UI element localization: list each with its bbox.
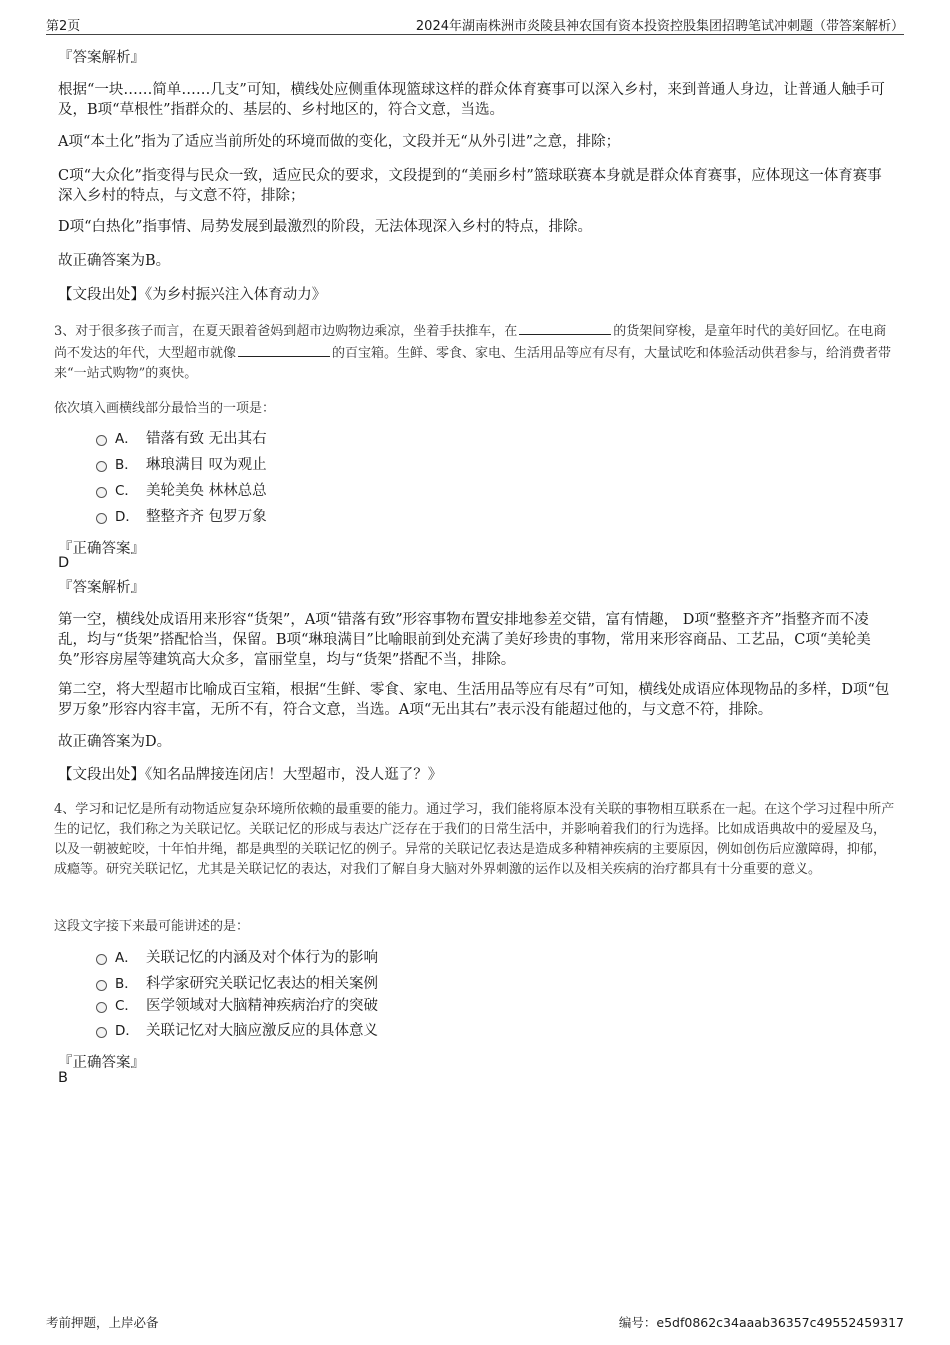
q3-conclusion: 故正确答案为D。 <box>58 734 172 750</box>
radio-button[interactable] <box>96 513 107 524</box>
radio-button[interactable] <box>96 1027 107 1038</box>
q4-option-a[interactable]: A． 关联记忆的内涵及对个体行为的影响 <box>96 948 378 968</box>
q4-option-c[interactable]: C． 医学领域对大脑精神疾病治疗的突破 <box>96 996 378 1016</box>
q2-analysis-p1: 根据“一块……简单……几支”可知，横线处应侧重体现篮球这样的群众体育赛事可以深入乡村，来到普通人身边，让普通人触手可及，B项“草根性”指群众的、基层的、乡村地区的，符合文意，当选。 <box>58 82 885 118</box>
document-id: 编号：e5df0862c34aaab36357c49552459317 <box>618 1315 904 1330</box>
radio-button[interactable] <box>96 954 107 965</box>
radio-button[interactable] <box>96 1002 107 1013</box>
q2-conclusion: 故正确答案为B。 <box>58 253 171 269</box>
q3-option-a[interactable]: A． 错落有致 无出其右 <box>96 429 267 449</box>
q2-analysis-p2: A项“本土化”指为了适应当前所处的环境而做的变化，文段并无“从外引进”之意，排除； <box>58 134 621 150</box>
q3-analysis-p1: 第一空，横线处成语用来形容“货架”，A项“错落有致”形容事物布置安排地参差交错，富有情趣， D项“整整齐齐”指整齐而不凌乱，均与“货架”搭配恰当，保留。B项“琳琅满目”比喻眼前到处充满了美好珍贵的事物，常用来形容商品、工艺品，C项“美轮美奂”形容房屋等建筑高大众多，富丽堂皇，均与“货架”搭配不当，排除。 <box>58 612 871 668</box>
q3-correct-label: 『正确答案』 <box>58 541 145 557</box>
radio-button[interactable] <box>96 487 107 498</box>
q4-prompt: 这段文字接下来最可能讲述的是： <box>54 919 250 934</box>
q4-option-d[interactable]: D． 关联记忆对大脑应激反应的具体意义 <box>96 1021 378 1041</box>
page-header <box>46 14 904 35</box>
q4-correct-label: 『正确答案』 <box>58 1055 145 1071</box>
fill-blank-2 <box>238 342 330 357</box>
q2-analysis-p3: C项“大众化”指变得与民众一致，适应民众的要求，文段提到的“美丽乡村”篮球联赛本身就是群众体育赛事，应体现这一体育赛事深入乡村的特点，与文意不符，排除； <box>58 168 882 204</box>
q3-prompt: 依次填入画横线部分最恰当的一项是： <box>54 401 276 416</box>
q2-analysis-p4: D项“白热化”指事情、局势发展到最激烈的阶段，无法体现深入乡村的特点，排除。 <box>58 219 592 235</box>
radio-button[interactable] <box>96 980 107 991</box>
page-number: 第2页 <box>46 19 81 34</box>
q3-option-c[interactable]: C． 美轮美奂 林林总总 <box>96 481 267 501</box>
q3-option-d[interactable]: D． 整整齐齐 包罗万象 <box>96 507 267 527</box>
q2-source: 【文段出处】《为乡村振兴注入体育动力》 <box>58 287 327 303</box>
fill-blank-1 <box>519 320 611 335</box>
q2-analysis-label: 『答案解析』 <box>58 50 145 66</box>
q3-analysis-p2: 第二空，将大型超市比喻成百宝箱，根据“生鲜、零食、家电、生活用品等应有尽有”可知，横线处成语应体现物品的多样，D项“包罗万象”形容内容丰富，无所不有，符合文意，当选。A项“无出其右”表示没有能超过他的，与文意不符，排除。 <box>58 682 890 718</box>
radio-button[interactable] <box>96 435 107 446</box>
q4-correct-answer: B <box>58 1070 68 1086</box>
q3-option-b[interactable]: B． 琳琅满目 叹为观止 <box>96 455 267 475</box>
document-title: 2024年湖南株洲市炎陵县神农国有资本投资控股集团招聘笔试冲刺题（带答案解析） <box>415 19 904 34</box>
q3-source: 【文段出处】《知名品牌接连闭店！大型超市，没人逛了？》 <box>58 767 443 783</box>
q3-correct-answer: D <box>58 555 70 571</box>
radio-button[interactable] <box>96 461 107 472</box>
q3-analysis-label: 『答案解析』 <box>58 580 145 596</box>
footer-slogan: 考前押题，上岸必备 <box>46 1315 159 1330</box>
q3-stem: 3、对于很多孩子而言，在夏天跟着爸妈到超市边购物边乘凉，坐着手扶推车，在 的货架间穿梭，是童年时代的美好回忆。在电商尚不发达的年代，大型超市就像 的百宝箱。生鲜、零食、家电、生活用品等应有尽有，大量试吃和体验活动供君参与，给消费者带来“一站式购物”的爽快。 <box>54 320 896 384</box>
q4-stem: 4、学习和记忆是所有动物适应复杂环境所依赖的最重要的能力。通过学习，我们能将原本没有关联的事物相互联系在一起。在这个学习过程中所产生的记忆，我们称之为关联记忆。关联记忆的形成与表达广泛存在于我们的日常生活中，并影响着我们的行为选择。比如成语典故中的爱屋及乌，以及一朝被蛇咬，十年怕井绳，都是典型的关联记忆的例子。异常的关联记忆表达是造成多种精神疾病的主要原因，例如创伤后应激障碍，抑郁，成瘾等。研究关联记忆，尤其是关联记忆的表达，对我们了解自身大脑对外界刺激的运作以及相关疾病的治疗都具有十分重要的意义。 <box>54 802 895 877</box>
q4-option-b[interactable]: B． 科学家研究关联记忆表达的相关案例 <box>96 974 378 994</box>
